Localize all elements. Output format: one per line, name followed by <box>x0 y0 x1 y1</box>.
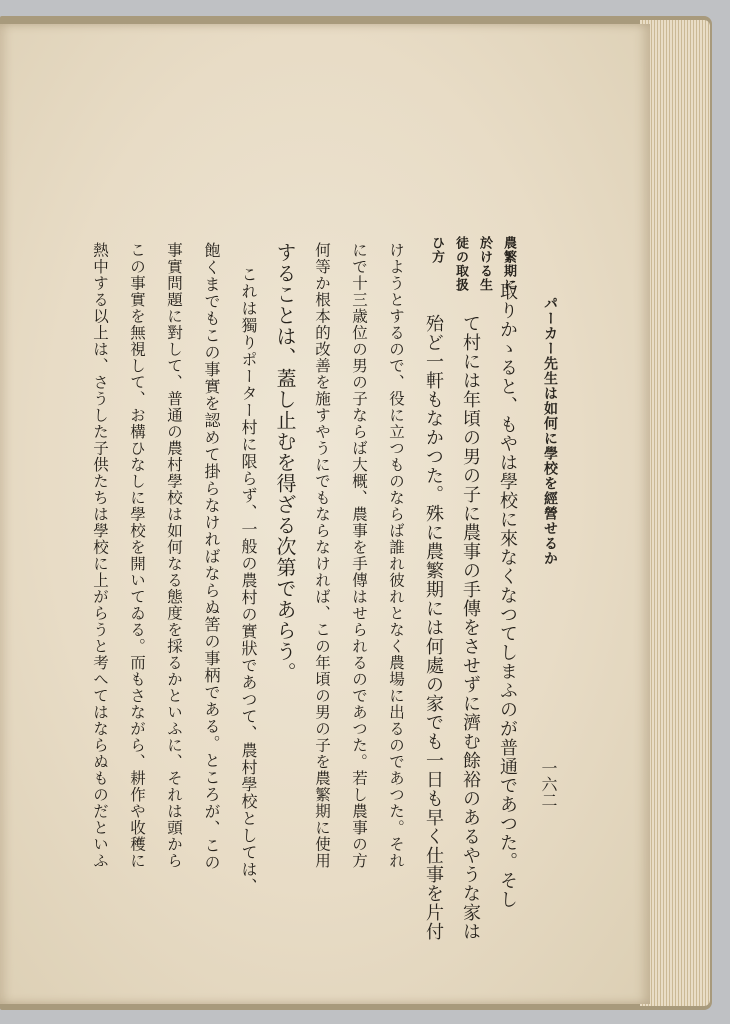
margin-note-line: 於ける生 <box>477 236 492 292</box>
running-title: パーカー先生は如何に學校を經營せるか <box>542 296 558 566</box>
page-number: 一六二 <box>539 760 558 808</box>
text-line: けようとするので、役に立つものならば誰れ彼れとなく農場に出るのであつた。それ <box>387 242 405 869</box>
book-page <box>0 24 650 1004</box>
text-line: することは、蓋し止むを得ざる次第であらう。 <box>273 242 297 683</box>
text-line: 事實問題に對して、普通の農村學校は如何なる態度を採るかといふに、それは頭から <box>165 242 183 869</box>
margin-note-line: ひ方 <box>429 236 444 264</box>
text-line: 殆ど一軒もなかつた。殊に農繁期には何處の家でも一日も早く仕事を片付 <box>423 314 444 941</box>
text-line: 熱中する以上は、さうした子供たちは學校に上がらうと考へてはならぬものだといふ <box>91 242 109 869</box>
margin-note-line: 農繁期に <box>501 236 516 292</box>
margin-note-line: 徒の取扱 <box>453 236 468 292</box>
page-edges <box>640 20 710 1006</box>
text-line: 飽くまでもこの事實を認めて掛らなければならぬ筈の事柄である。ところが、この <box>202 242 221 871</box>
text-line: て村には年頃の男の子に農事の手傳をさせずに濟む餘裕のあるやうな家は <box>460 314 481 941</box>
text-line: にで十三歳位の男の子ならば大概、農事を手傳はせられるのであつた。若し農事の方 <box>350 242 368 869</box>
text-line: 取りかゝると、もやは學校に來なくなつてしまふのが普通であつた。そし <box>497 282 518 909</box>
text-line: この事實を無視して、お構ひなしに學校を開いてゐる。而もさながら、耕作や收穫に <box>128 242 146 869</box>
text-line: これは獨りポーター村に限らず、一般の農村の實狀であつて、農村學校としては、 <box>239 266 258 895</box>
text-line: 何等か根本的改善を施すやうにでもならなければ、この年頃の男の子を農繁期に使用 <box>313 242 331 869</box>
